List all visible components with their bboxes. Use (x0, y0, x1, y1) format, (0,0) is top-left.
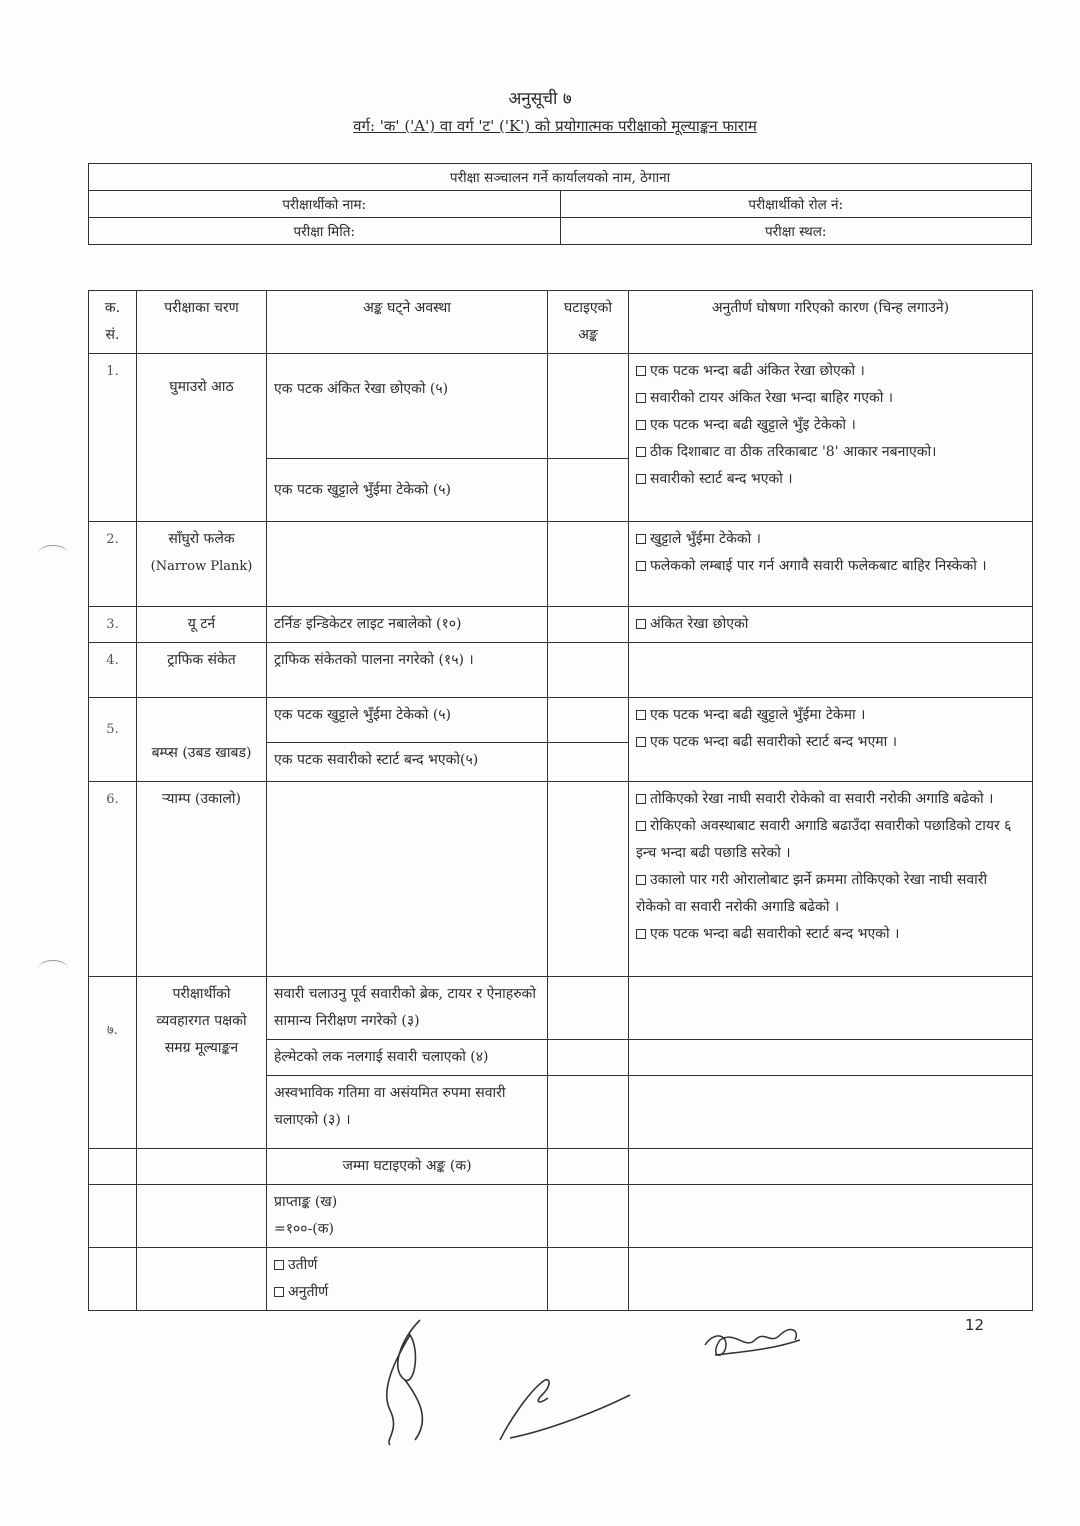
fail-reason-cell (629, 607, 1033, 643)
row-sn: 5. (89, 698, 137, 782)
table-row (89, 782, 1033, 977)
deducted-cell[interactable] (548, 459, 629, 522)
checkbox-item[interactable]: ठीक दिशाबाट वा ठीक तरिकाबाट '8' आकार नबनाएको। (636, 439, 1025, 466)
row-condition: हेल्मेटको लक नलगाई सवारी चलाएको (४) (267, 1040, 548, 1076)
table-header-row (89, 291, 1033, 354)
row-condition: टर्निङ इन्डिकेटर लाइट नबालेको (१०) (267, 607, 548, 643)
signature-1 (360, 1310, 450, 1450)
row-stage: यू टर्न (137, 607, 267, 643)
row-sn: ७. (89, 977, 137, 1149)
table-row (89, 698, 1033, 743)
fail-reason-cell (629, 1040, 1033, 1076)
header-deducted: घटाइएको अङ्क (548, 291, 629, 354)
checkbox-item[interactable]: एक पटक भन्दा बढी सवारीको स्टार्ट बन्द भएमा । (636, 729, 1025, 756)
obtained-row (89, 1185, 1033, 1248)
deducted-cell[interactable] (548, 522, 629, 607)
page-title: अनुसूची ७ (508, 89, 572, 109)
exam-info-table (88, 163, 1032, 245)
total-deducted-value[interactable] (548, 1149, 629, 1185)
obtained-cell (267, 1185, 548, 1248)
row-stage: र्‍याम्प (उकालो) (137, 782, 267, 977)
row-stage: ट्राफिक संकेत (137, 643, 267, 698)
result-cell (267, 1248, 548, 1311)
row-stage: बम्प्स (उबड खाबड) (137, 698, 267, 782)
checkbox-item[interactable]: खुट्टाले भुँईमा टेकेको । (636, 526, 1025, 553)
form-subtitle: वर्ग: 'क' ('A') वा वर्ग 'ट' ('K') को प्रयोगात्मक परीक्षाको मूल्याङ्कन फाराम (353, 117, 757, 135)
exam-venue-label: परीक्षा स्थल: (560, 218, 1032, 245)
row-condition: ट्राफिक संकेतको पालना नगरेको (१५) । (267, 643, 548, 698)
fail-checkbox[interactable]: अनुतीर्ण (274, 1279, 540, 1306)
row-stage: साँघुरो फलेक (Narrow Plank) (137, 522, 267, 607)
obtained-value[interactable] (548, 1185, 629, 1248)
checkbox-item[interactable]: तोकिएको रेखा नाघी सवारी रोकेको वा सवारी नरोकी अगाडि बढेको । (636, 786, 1025, 813)
fail-reason-cell (629, 643, 1033, 698)
header-condition: अङ्क घट्ने अवस्था (267, 291, 548, 354)
row-sn: 2. (89, 522, 137, 607)
total-row (89, 1149, 1033, 1185)
signature-2 (490, 1360, 640, 1450)
checkbox-item[interactable]: एक पटक भन्दा बढी अंकित रेखा छोएको । (636, 358, 1025, 385)
checkbox-item[interactable]: सवारीको स्टार्ट बन्द भएको । (636, 466, 1025, 493)
deducted-cell[interactable] (548, 743, 629, 782)
row-condition: एक पटक अंकित रेखा छोएको (५) (267, 354, 548, 459)
checkbox-item[interactable]: रोकिएको अवस्थाबाट सवारी अगाडि बढाउँदा सवारीको पछाडिको टायर ६ इन्च भन्दा बढी पछाडि सरेको । (636, 818, 1012, 861)
row-condition: अस्वभाविक गतिमा वा असंयमित रुपमा सवारी चलाएको (३) । (267, 1076, 548, 1149)
row-sn: 4. (89, 643, 137, 698)
office-name-label: परीक्षा सञ्चालन गर्ने कार्यालयको नाम, ठेगाना (89, 164, 1032, 191)
checkbox-item[interactable]: सवारीको टायर अंकित रेखा भन्दा बाहिर गएको । (636, 385, 1025, 412)
checkbox-item[interactable]: उकालो पार गरी ओरालोबाट झर्ने क्रममा तोकिएको रेखा नाघी सवारी रोकेको वा सवारी नरोकी अगाडि बढेको । (636, 872, 988, 915)
checkbox-item[interactable]: एक पटक भन्दा बढी खुट्टाले भुँईमा टेकेमा । (636, 702, 1025, 729)
row-sn: 3. (89, 607, 137, 643)
result-row (89, 1248, 1033, 1311)
deducted-cell[interactable] (548, 782, 629, 977)
obtained-formula: =१००-(क) (274, 1221, 334, 1237)
fail-reason-cell (629, 1076, 1033, 1149)
row-sn: 6. (89, 782, 137, 977)
table-row (89, 354, 1033, 459)
header-sn: क. सं. (89, 291, 137, 354)
punch-hole (38, 545, 68, 562)
table-row (89, 522, 1033, 607)
fail-reason-cell (629, 354, 1033, 522)
fail-reason-cell (629, 698, 1033, 782)
header-fail-reason: अनुतीर्ण घोषणा गरिएको कारण (चिन्ह लगाउने) (629, 291, 1033, 354)
checkbox-item[interactable]: एक पटक भन्दा बढी खुट्टाले भुँइ टेकेको । (636, 412, 1025, 439)
pass-checkbox[interactable]: उतीर्ण (274, 1252, 540, 1279)
fail-reason-cell (629, 522, 1033, 607)
row-condition: एक पटक सवारीको स्टार्ट बन्द भएको(५) (267, 743, 548, 782)
checkbox-item[interactable]: फलेकको लम्बाई पार गर्न अगावै सवारी फलेकबाट बाहिर निस्केको । (636, 553, 1025, 580)
checkbox-item[interactable]: अंकित रेखा छोएको (636, 611, 1025, 638)
signature-3 (700, 1310, 810, 1370)
row-condition: एक पटक खुट्टाले भुँईमा टेकेको (५) (267, 459, 548, 522)
obtained-label: प्राप्ताङ्क (ख) (274, 1194, 338, 1210)
fail-reason-cell (629, 977, 1033, 1040)
deducted-cell[interactable] (548, 354, 629, 459)
punch-hole (38, 960, 68, 977)
evaluation-table (88, 290, 1033, 1311)
table-row (89, 607, 1033, 643)
page-number: 12 (965, 1316, 985, 1334)
total-deducted-label: जम्मा घटाइएको अङ्क (क) (267, 1149, 548, 1185)
roll-number-label: परीक्षार्थीको रोल नं: (560, 191, 1032, 218)
row-condition: सवारी चलाउनु पूर्व सवारीको ब्रेक, टायर र ऐनाहरुको सामान्य निरीक्षण नगरेको (३) (267, 977, 548, 1040)
table-row (89, 643, 1033, 698)
table-row (89, 977, 1033, 1040)
deducted-cell[interactable] (548, 1076, 629, 1149)
row-sn: 1. (89, 354, 137, 522)
candidate-name-label: परीक्षार्थीको नाम: (89, 191, 561, 218)
fail-reason-cell (629, 782, 1033, 977)
row-stage: घुमाउरो आठ (137, 354, 267, 522)
exam-date-label: परीक्षा मिति: (89, 218, 561, 245)
header-stage: परीक्षाका चरण (137, 291, 267, 354)
row-stage: परीक्षार्थीको व्यवहारगत पक्षको समग्र मूल्याङ्कन (137, 977, 267, 1149)
deducted-cell[interactable] (548, 977, 629, 1040)
deducted-cell[interactable] (548, 1040, 629, 1076)
row-condition (267, 522, 548, 607)
checkbox-item[interactable]: एक पटक भन्दा बढी सवारीको स्टार्ट बन्द भएको । (636, 921, 1025, 948)
deducted-cell[interactable] (548, 698, 629, 743)
row-condition (267, 782, 548, 977)
row-condition: एक पटक खुट्टाले भुँईमा टेकेको (५) (267, 698, 548, 743)
deducted-cell[interactable] (548, 643, 629, 698)
deducted-cell[interactable] (548, 607, 629, 643)
